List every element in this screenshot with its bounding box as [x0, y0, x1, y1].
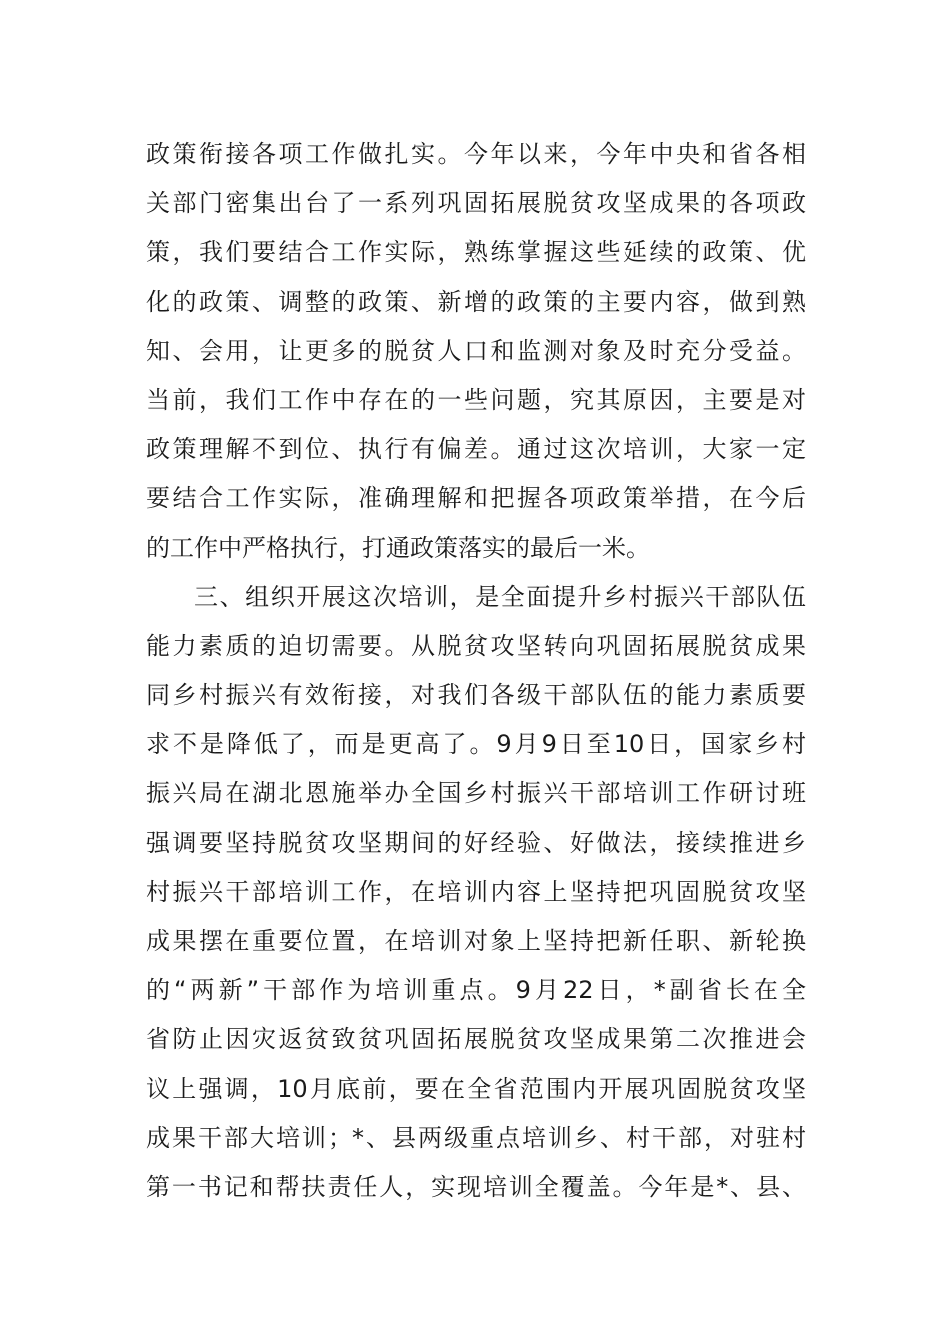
text-line: 三、组织开展这次培训，是全面提升乡村振兴干部队伍 [194, 582, 806, 611]
text-line: 要结合工作实际，准确理解和把握各项政策举措，在今后 [146, 484, 806, 513]
text-line: 振兴局在湖北恩施举办全国乡村振兴干部培训工作研讨班 [146, 779, 806, 808]
body-text [146, 130, 806, 1212]
text-line: 成果摆在重要位置，在培训对象上坚持把新任职、新轮换 [146, 927, 806, 955]
text-line: 知、会用，让更多的脱贫人口和监测对象及时充分受益。 [146, 336, 806, 365]
text-line: 政策理解不到位、执行有偏差。通过这次培训，大家一定 [146, 435, 806, 464]
text-line: 的“两新”干部作为培训重点。9月22日，*副省长在全 [146, 976, 806, 1005]
text-line: 政策衔接各项工作做扎实。今年以来，今年中央和省各相 [146, 140, 806, 168]
text-line: 同乡村振兴有效衔接，对我们各级干部队伍的能力素质要 [146, 681, 806, 710]
text-line: 的工作中严格执行，打通政策落实的最后一米。 [146, 533, 650, 562]
text-line: 策，我们要结合工作实际，熟练掌握这些延续的政策、优 [146, 238, 806, 267]
text-line: 当前，我们工作中存在的一些问题，究其原因，主要是对 [146, 385, 806, 414]
text-line: 能力素质的迫切需要。从脱贫攻坚转向巩固拓展脱贫成果 [146, 631, 806, 660]
text-line: 关部门密集出台了一系列巩固拓展脱贫攻坚成果的各项政 [146, 189, 806, 218]
text-line: 村振兴干部培训工作，在培训内容上坚持把巩固脱贫攻坚 [146, 877, 806, 906]
text-line: 成果干部大培训；*、县两级重点培训乡、村干部，对驻村 [146, 1123, 806, 1152]
text-line: 化的政策、调整的政策、新增的政策的主要内容，做到熟 [146, 287, 806, 316]
text-line: 求不是降低了，而是更高了。9月9日至10日，国家乡村 [146, 730, 806, 759]
text-line: 强调要坚持脱贫攻坚期间的好经验、好做法，接续推进乡 [146, 828, 806, 857]
text-line: 第一书记和帮扶责任人，实现培训全覆盖。今年是*、县、 [146, 1172, 806, 1201]
text-line: 议上强调，10月底前，要在全省范围内开展巩固脱贫攻坚 [146, 1074, 806, 1103]
text-line: 省防止因灾返贫致贫巩固拓展脱贫攻坚成果第二次推进会 [146, 1025, 806, 1054]
